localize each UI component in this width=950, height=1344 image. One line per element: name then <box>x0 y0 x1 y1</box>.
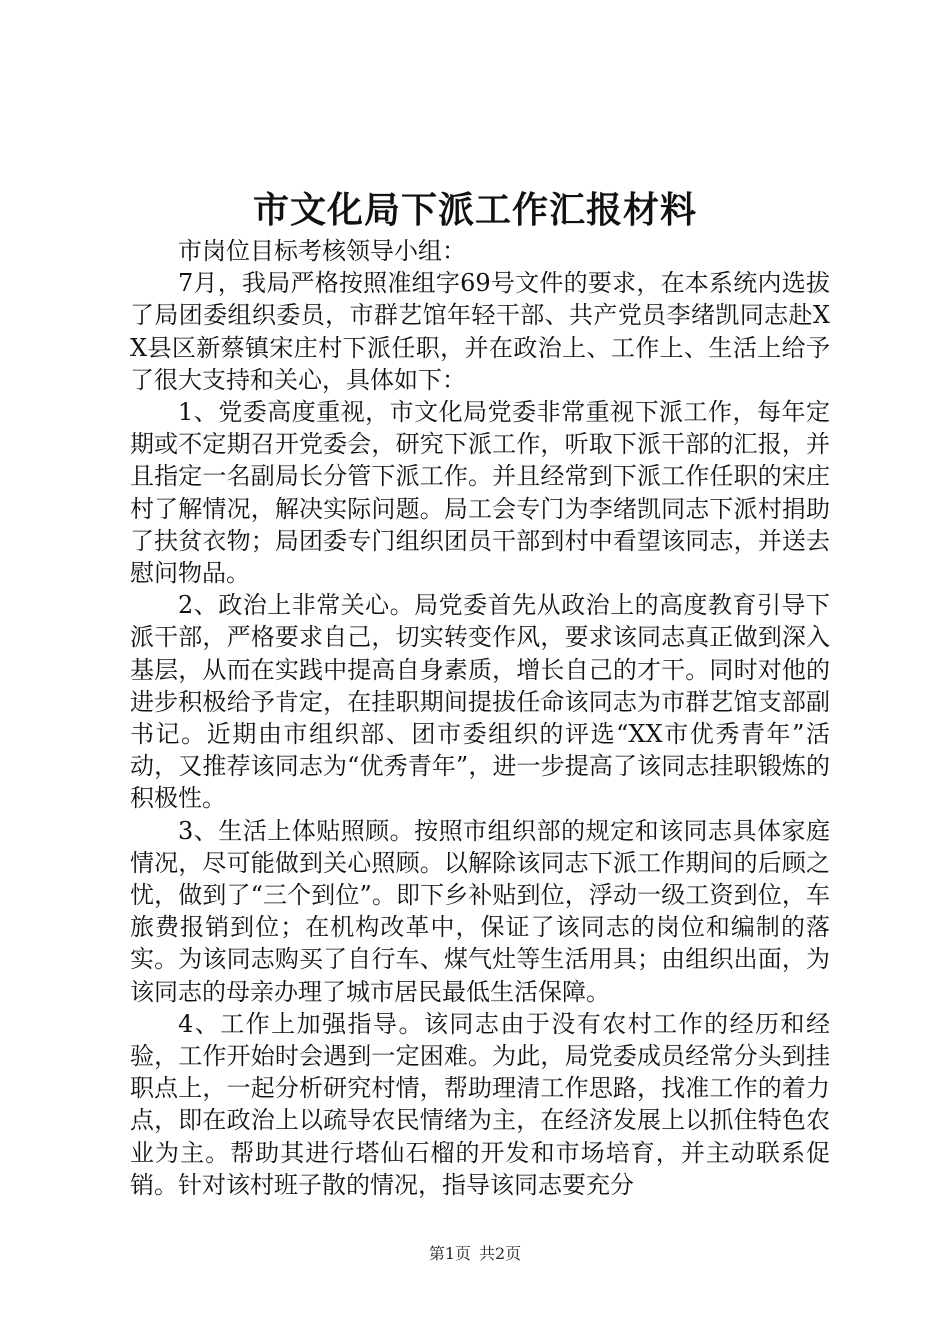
point-2-paragraph: 2、政治上非常关心。局党委首先从政治上的高度教育引导下派干部，严格要求自己，切实转变作风，要求该同志真正做到深入基层，从而在实践中提高自身素质，增长自己的才干。同时对他的进步积极给予肯定，在挂职期间提拔任命该同志为市群艺馆支部副书记。近期由市组织部、团市委组织的评选“XX市优秀青年”活动，又推荐该同志为“优秀青年”，进一步提高了该同志挂职锻炼的积极性。 <box>130 591 830 813</box>
page-total: 共2页 <box>479 1244 522 1263</box>
document-body <box>130 235 830 1201</box>
intro-paragraph: 7月，我局严格按照准组字69号文件的要求，在本系统内选拔了局团委组织委员，市群艺馆年轻干部、共产党员李绪凯同志赴XX县区新蔡镇宋庄村下派任职，并在政治上、工作上、生活上给予了很大支持和关心，具体如下： <box>130 269 830 394</box>
page-number: 第1页 <box>428 1244 471 1263</box>
point-4-paragraph: 4、工作上加强指导。该同志由于没有农村工作的经历和经验，工作开始时会遇到一定困难。为此，局党委成员经常分头到挂职点上，一起分析研究村情，帮助理清工作思路，找准工作的着力点，即在政治上以疏导农民情绪为主，在经济发展上以抓住特色农业为主。帮助其进行塔仙石榴的开发和市场培育，并主动联系促销。针对该村班子散的情况，指导该同志要充分 <box>130 1009 830 1199</box>
point-3-paragraph: 3、生活上体贴照顾。按照市组织部的规定和该同志具体家庭情况，尽可能做到关心照顾。以解除该同志下派工作期间的后顾之忧，做到了“三个到位”。即下乡补贴到位，浮动一级工资到位，车旅费报销到位；在机构改革中，保证了该同志的岗位和编制的落实。为该同志购买了自行车、煤气灶等生活用具；由组织出面，为该同志的母亲办理了城市居民最低生活保障。 <box>130 816 830 1006</box>
document-title: 市文化局下派工作汇报材料 <box>252 189 697 231</box>
point-1-paragraph: 1、党委高度重视，市文化局党委非常重视下派工作，每年定期或不定期召开党委会，研究下派工作，听取下派干部的汇报，并且指定一名副局长分管下派工作。并且经常到下派工作任职的宋庄村了解情况，解决实际问题。局工会专门为李绪凯同志下派村捐助了扶贫衣物；局团委专门组织团员干部到村中看望该同志，并送去慰问物品。 <box>130 398 830 588</box>
salutation-paragraph: 市岗位目标考核领导小组： <box>178 237 466 265</box>
page-footer <box>0 1244 950 1264</box>
